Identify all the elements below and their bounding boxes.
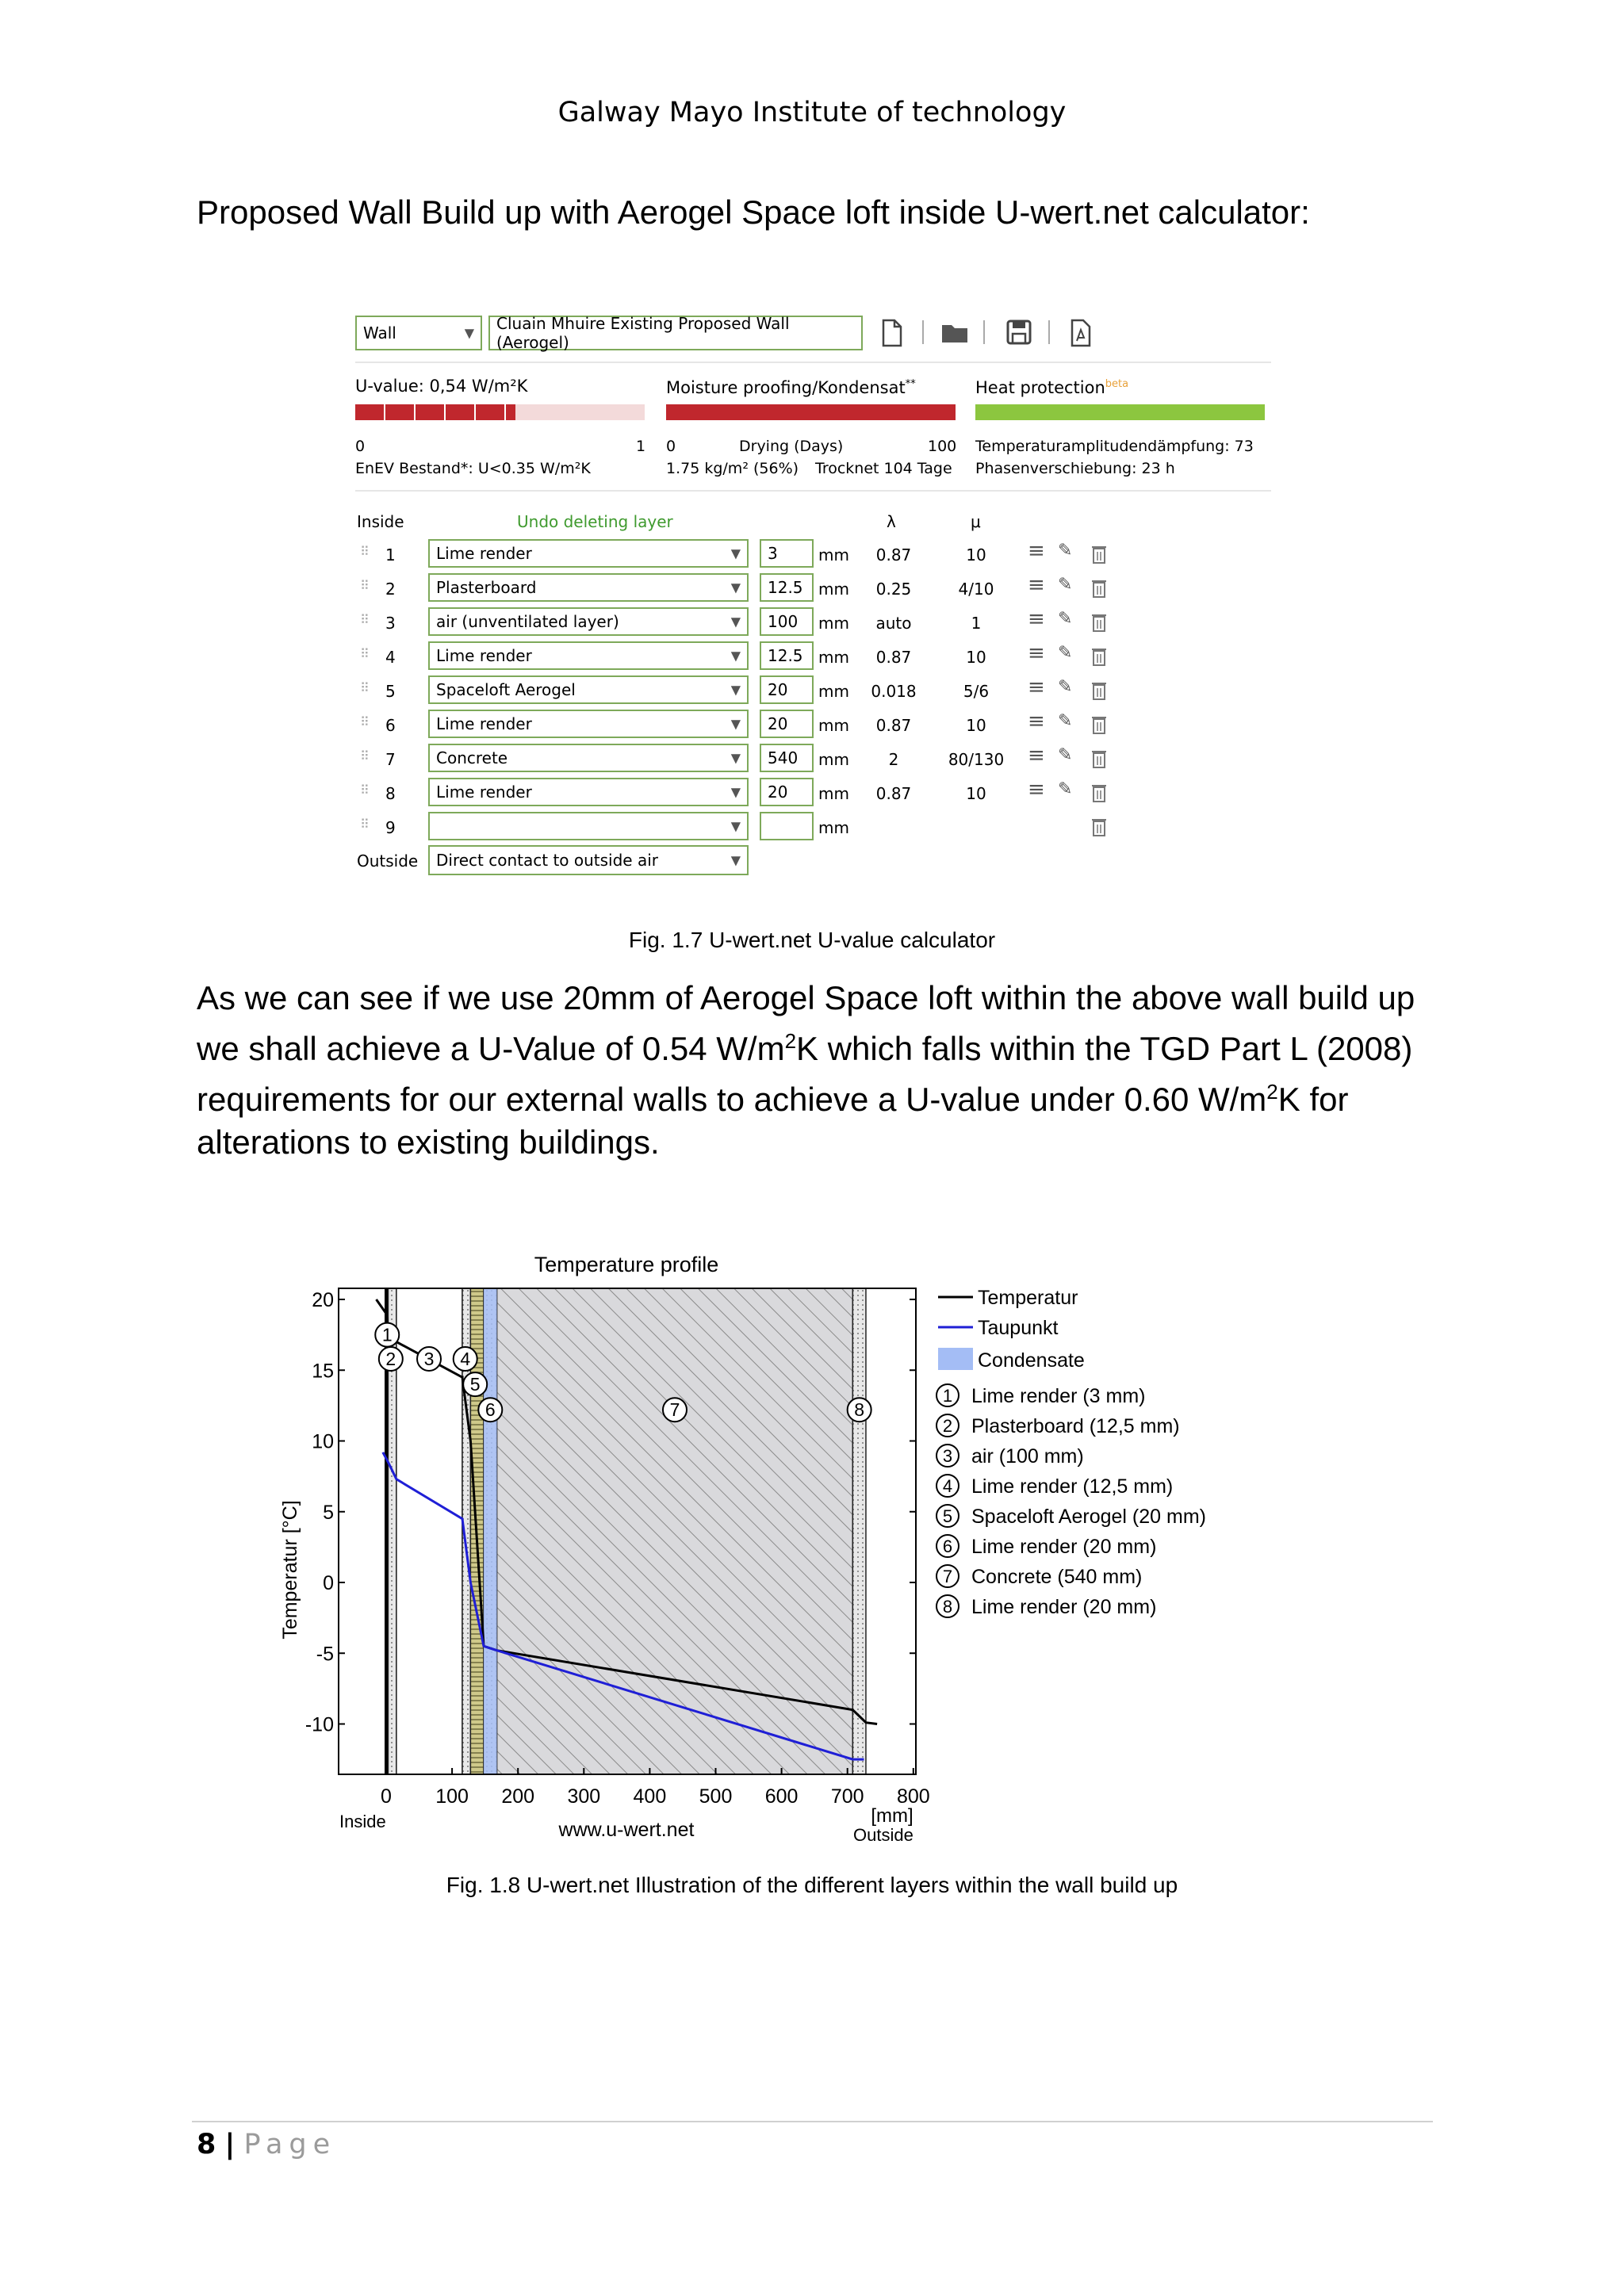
x-tick-label: 700 — [830, 1785, 864, 1808]
menu-icon[interactable]: ≡ — [1028, 573, 1045, 597]
thickness-value: 20 — [768, 680, 788, 699]
page-header: Galway Mayo Institute of technology — [557, 97, 1067, 128]
x-tick-label: 300 — [567, 1785, 601, 1808]
drag-handle-icon[interactable]: ⠿ — [360, 544, 370, 559]
thickness-input[interactable] — [760, 744, 814, 772]
layer-row — [0, 710, 1624, 741]
x-tick-label: 400 — [633, 1785, 667, 1808]
inside-label: Inside — [357, 512, 404, 531]
menu-icon[interactable]: ≡ — [1028, 710, 1045, 733]
layer-marker-label: 3 — [423, 1348, 435, 1369]
material-select[interactable] — [428, 641, 749, 670]
body-paragraph — [197, 977, 1450, 1164]
thickness-value: 20 — [768, 783, 788, 802]
layer-marker-label: 1 — [381, 1324, 393, 1345]
drag-handle-icon[interactable]: ⠿ — [360, 578, 370, 593]
divider — [355, 362, 1271, 363]
mu-value: 5/6 — [963, 682, 990, 701]
material-value: Plasterboard — [436, 578, 537, 597]
edit-icon[interactable]: ✎ — [1058, 711, 1073, 731]
layer-row — [0, 744, 1624, 775]
chevron-down-icon: ▼ — [730, 818, 741, 834]
temperature-profile-chart — [0, 1237, 1624, 1863]
edit-icon[interactable]: ✎ — [1058, 643, 1073, 663]
layer-number: 7 — [385, 750, 396, 769]
material-value: air (unventilated layer) — [436, 612, 619, 631]
material-value: Lime render — [436, 783, 532, 802]
moisture-bar — [666, 404, 956, 420]
legend-label: Temperatur — [978, 1287, 1078, 1309]
uvalue-note: EnEV Bestand*: U<0.35 W/m²K — [355, 460, 591, 477]
legend-layer-number: 6 — [942, 1536, 953, 1556]
uvalue-title: U-value: 0,54 W/m²K — [355, 377, 528, 396]
material-value: Spaceloft Aerogel — [436, 680, 576, 699]
legend-layer-label: Lime render (20 mm) — [971, 1536, 1157, 1558]
drag-handle-icon[interactable]: ⠿ — [360, 646, 370, 661]
construction-name-field[interactable] — [488, 316, 863, 350]
thickness-input[interactable] — [760, 778, 814, 806]
moisture-note-drying: Trocknet 104 Tage — [815, 460, 952, 477]
lambda-header: λ — [887, 512, 896, 531]
layer-number: 6 — [385, 716, 396, 735]
material-select[interactable] — [428, 778, 749, 806]
edit-icon[interactable]: ✎ — [1058, 745, 1073, 765]
menu-icon[interactable]: ≡ — [1028, 641, 1045, 665]
unit-label: mm — [818, 716, 849, 735]
legend-layer-number: 4 — [942, 1476, 953, 1496]
lambda-value: 0.25 — [875, 580, 912, 599]
layer-marker-label: 2 — [385, 1348, 396, 1369]
legend-layer-label: Lime render (3 mm) — [971, 1385, 1146, 1407]
material-value: Lime render — [436, 646, 532, 665]
mu-value: 10 — [966, 784, 986, 803]
legend-layer-number: 7 — [942, 1567, 953, 1586]
lambda-value: 2 — [888, 750, 899, 769]
lambda-value: 0.018 — [871, 682, 917, 701]
x-tick-label: 100 — [435, 1785, 469, 1808]
lambda-value: 0.87 — [875, 545, 912, 564]
layer-number: 5 — [385, 682, 396, 701]
unit-label: mm — [818, 545, 849, 564]
construction-type-value: Wall — [363, 323, 396, 342]
heat-bar — [975, 404, 1265, 420]
chart-title: Temperature profile — [534, 1253, 719, 1276]
chevron-down-icon: ▼ — [730, 750, 741, 766]
layer-number: 8 — [385, 784, 396, 803]
material-value: Lime render — [436, 714, 532, 733]
undo-delete-link[interactable]: Undo deleting layer — [517, 512, 673, 531]
thickness-input[interactable] — [760, 573, 814, 602]
legend-layer-number: 1 — [942, 1386, 953, 1406]
thickness-value: 540 — [768, 748, 799, 767]
outside-axis-label: Outside — [853, 1825, 914, 1845]
menu-icon[interactable]: ≡ — [1028, 607, 1045, 631]
outside-condition-select[interactable] — [428, 845, 749, 875]
uvalue-bar — [355, 404, 645, 420]
trash-icon[interactable] — [1091, 748, 1107, 769]
thickness-value: 100 — [768, 612, 799, 631]
paragraph-text-1: As we can see if we use 20mm of Aerogel Space loft within the above wall build up we shall achieve a U-Value of 0.54 W/m — [197, 979, 1415, 1067]
menu-icon[interactable]: ≡ — [1028, 675, 1045, 699]
heat-title — [975, 378, 1128, 397]
thickness-input[interactable] — [760, 607, 814, 636]
layer-row — [0, 539, 1624, 571]
legend-swatch-condensate — [938, 1348, 973, 1370]
y-tick-label: 20 — [312, 1289, 334, 1311]
unit-label: mm — [818, 818, 849, 837]
layer-number: 3 — [385, 614, 396, 633]
x-tick-label: 200 — [501, 1785, 535, 1808]
construction-type-select[interactable] — [355, 316, 482, 350]
drag-handle-icon[interactable]: ⠿ — [360, 612, 370, 627]
drag-handle-icon[interactable]: ⠿ — [360, 817, 370, 832]
x-tick-label: 600 — [764, 1785, 799, 1808]
drag-handle-icon[interactable]: ⠿ — [360, 714, 370, 729]
drag-handle-icon[interactable]: ⠿ — [360, 783, 370, 798]
toolbar-divider — [983, 320, 985, 344]
legend-layer-number: 8 — [942, 1597, 953, 1617]
layer-number: 2 — [385, 580, 396, 599]
moisture-scale-min: 0 — [666, 438, 676, 455]
beta-badge: beta — [1105, 378, 1129, 390]
layer-marker-label: 4 — [460, 1348, 471, 1369]
y-tick-label: -10 — [304, 1713, 334, 1736]
paragraph-text-3: K for alterations to existing buildings. — [197, 1081, 1349, 1161]
legend-label: Condensate — [978, 1349, 1085, 1372]
figure-caption-1: Fig. 1.7 U-wert.net U-value calculator — [628, 928, 996, 952]
chevron-down-icon: ▼ — [730, 852, 741, 868]
layer-marker-label: 5 — [469, 1374, 481, 1395]
y-tick-label: 0 — [323, 1572, 334, 1594]
lambda-value: 0.87 — [875, 716, 912, 735]
layer-number: 4 — [385, 648, 396, 667]
paragraph-text-2: K which falls within the TGD Part L (2008) requirements for our external walls to achieve a U-value under 0.60 W/m — [197, 1030, 1413, 1118]
y-tick-label: 15 — [312, 1360, 334, 1383]
menu-icon[interactable]: ≡ — [1028, 744, 1045, 767]
mu-value: 4/10 — [958, 580, 994, 599]
divider — [355, 490, 1271, 492]
outside-condition-value: Direct contact to outside air — [436, 851, 658, 870]
trash-icon[interactable] — [1091, 646, 1107, 667]
unit-label: mm — [818, 784, 849, 803]
thickness-input[interactable] — [760, 675, 814, 704]
trash-icon[interactable] — [1091, 817, 1107, 837]
lambda-value: auto — [875, 614, 912, 633]
unit-label: mm — [818, 682, 849, 701]
mu-value: 1 — [971, 614, 982, 633]
layer-row — [0, 675, 1624, 707]
chevron-down-icon: ▼ — [730, 614, 741, 629]
chevron-down-icon: ▼ — [730, 784, 741, 800]
layer-row — [0, 778, 1624, 809]
chevron-down-icon: ▼ — [730, 716, 741, 732]
mu-value: 10 — [966, 716, 986, 735]
unit-label: mm — [818, 750, 849, 769]
chevron-down-icon: ▼ — [730, 648, 741, 664]
legend-layer-label: Plasterboard (12,5 mm) — [971, 1415, 1180, 1437]
menu-icon[interactable]: ≡ — [1028, 778, 1045, 802]
thickness-input[interactable] — [760, 641, 814, 670]
footer-separator: | — [224, 2129, 236, 2160]
material-select[interactable] — [428, 744, 749, 772]
layer-row — [0, 573, 1624, 605]
material-select[interactable] — [428, 607, 749, 636]
legend-layer-label: air (100 mm) — [971, 1445, 1084, 1468]
layer-band-8 — [852, 1288, 866, 1774]
material-select[interactable] — [428, 675, 749, 704]
menu-icon[interactable]: ≡ — [1028, 539, 1045, 563]
moisture-note-amount: 1.75 kg/m² (56%) — [666, 460, 799, 477]
edit-icon[interactable]: ✎ — [1058, 609, 1073, 629]
moisture-title-text: Moisture proofing/Kondensat — [666, 378, 906, 397]
condensate-zone — [484, 1288, 497, 1774]
edit-icon[interactable]: ✎ — [1058, 779, 1073, 799]
heat-title-text: Heat protection — [975, 378, 1105, 397]
x-tick-label: 0 — [381, 1785, 392, 1808]
moisture-scale-max: 100 — [928, 438, 957, 455]
y-tick-label: 10 — [312, 1430, 334, 1453]
thickness-value: 20 — [768, 714, 788, 733]
superscript: 2 — [784, 1029, 797, 1053]
y-tick-label: 5 — [323, 1501, 334, 1524]
new-file-icon[interactable] — [880, 319, 904, 347]
uvalue-scale-max: 1 — [636, 438, 646, 455]
unit-label: mm — [818, 614, 849, 633]
construction-name-value: Cluain Mhuire Existing Proposed Wall (Aerogel) — [496, 314, 790, 352]
edit-icon[interactable]: ✎ — [1058, 541, 1073, 561]
edit-icon[interactable]: ✎ — [1058, 575, 1073, 595]
pdf-icon[interactable] — [1069, 319, 1093, 347]
heat-note-damping: Temperaturamplitudendämpfung: 73 — [975, 438, 1254, 455]
page-number: 8 — [197, 2129, 216, 2160]
toolbar-divider — [922, 320, 924, 344]
uvalue-scale-min: 0 — [355, 438, 366, 455]
legend-layer-number: 5 — [942, 1506, 953, 1526]
material-select[interactable] — [428, 573, 749, 602]
page-word: Page — [243, 2129, 337, 2160]
mu-header: μ — [971, 512, 981, 531]
layer-row — [0, 812, 1624, 844]
legend-layer-number: 3 — [942, 1446, 953, 1466]
page-footer — [197, 2129, 336, 2160]
edit-icon[interactable]: ✎ — [1058, 677, 1073, 697]
outside-label: Outside — [357, 851, 419, 871]
layer-row — [0, 607, 1624, 639]
legend-layer-number: 2 — [942, 1416, 953, 1436]
material-select[interactable] — [428, 539, 749, 568]
unit-label: mm — [818, 580, 849, 599]
x-axis-unit: [mm] — [871, 1805, 914, 1827]
mu-value: 10 — [966, 545, 986, 564]
chevron-down-icon: ▼ — [730, 580, 741, 595]
layer-marker-label: 8 — [854, 1399, 865, 1421]
uwert-calculator — [0, 0, 1624, 912]
legend-layer-label: Lime render (20 mm) — [971, 1596, 1157, 1618]
figure-caption-2: Fig. 1.8 U-wert.net Illustration of the different layers within the wall build up — [446, 1873, 1178, 1897]
trash-icon[interactable] — [1091, 578, 1107, 599]
x-tick-label: 500 — [699, 1785, 733, 1808]
section-heading: Proposed Wall Build up with Aerogel Space loft inside U-wert.net calculator: — [197, 193, 1310, 231]
material-select[interactable] — [428, 710, 749, 738]
thickness-input[interactable] — [760, 539, 814, 568]
material-value: Lime render — [436, 544, 532, 563]
moisture-title-note: ** — [905, 378, 916, 390]
trash-icon[interactable] — [1091, 680, 1107, 701]
layer-row — [0, 641, 1624, 673]
legend-label: Taupunkt — [978, 1317, 1059, 1339]
layer-number: 9 — [385, 818, 396, 837]
layer-marker-label: 7 — [669, 1399, 680, 1421]
y-tick-label: -5 — [316, 1643, 334, 1666]
material-select[interactable] — [428, 812, 749, 840]
folder-icon[interactable] — [940, 320, 969, 344]
superscript: 2 — [1266, 1080, 1278, 1104]
mu-value: 10 — [966, 648, 986, 667]
legend-layer-label: Lime render (12,5 mm) — [971, 1475, 1174, 1498]
legend-layer-label: Spaceloft Aerogel (20 mm) — [971, 1506, 1206, 1528]
moisture-title — [666, 378, 916, 397]
legend-layer-label: Concrete (540 mm) — [971, 1566, 1143, 1588]
thickness-input[interactable] — [760, 710, 814, 738]
chevron-down-icon: ▼ — [464, 325, 474, 341]
material-value: Concrete — [436, 748, 508, 767]
moisture-scale-label: Drying (Days) — [739, 438, 844, 455]
layer-number: 1 — [385, 545, 396, 564]
lambda-value: 0.87 — [875, 648, 912, 667]
thickness-value: 12.5 — [768, 646, 803, 665]
drag-handle-icon[interactable]: ⠿ — [360, 748, 370, 763]
thickness-input[interactable] — [760, 812, 814, 840]
thickness-value: 3 — [768, 544, 778, 563]
x-tick-label: 800 — [896, 1785, 930, 1808]
drag-handle-icon[interactable]: ⠿ — [360, 680, 370, 695]
trash-icon[interactable] — [1091, 544, 1107, 564]
toolbar-divider — [1048, 320, 1050, 344]
chevron-down-icon: ▼ — [730, 545, 741, 561]
trash-icon[interactable] — [1091, 783, 1107, 803]
lambda-value: 0.87 — [875, 784, 912, 803]
inside-axis-label: Inside — [339, 1812, 386, 1831]
thickness-value: 12.5 — [768, 578, 803, 597]
mu-value: 80/130 — [948, 750, 1005, 769]
y-axis-label: Temperatur [°C] — [279, 1500, 301, 1640]
footer-divider — [192, 2121, 1433, 2122]
trash-icon[interactable] — [1091, 714, 1107, 735]
trash-icon[interactable] — [1091, 612, 1107, 633]
chevron-down-icon: ▼ — [730, 682, 741, 698]
unit-label: mm — [818, 648, 849, 667]
heat-note-phase: Phasenverschiebung: 23 h — [975, 460, 1175, 477]
source-credit: www.u-wert.net — [558, 1819, 695, 1841]
layer-marker-label: 6 — [485, 1399, 496, 1421]
save-icon[interactable] — [1005, 319, 1032, 346]
